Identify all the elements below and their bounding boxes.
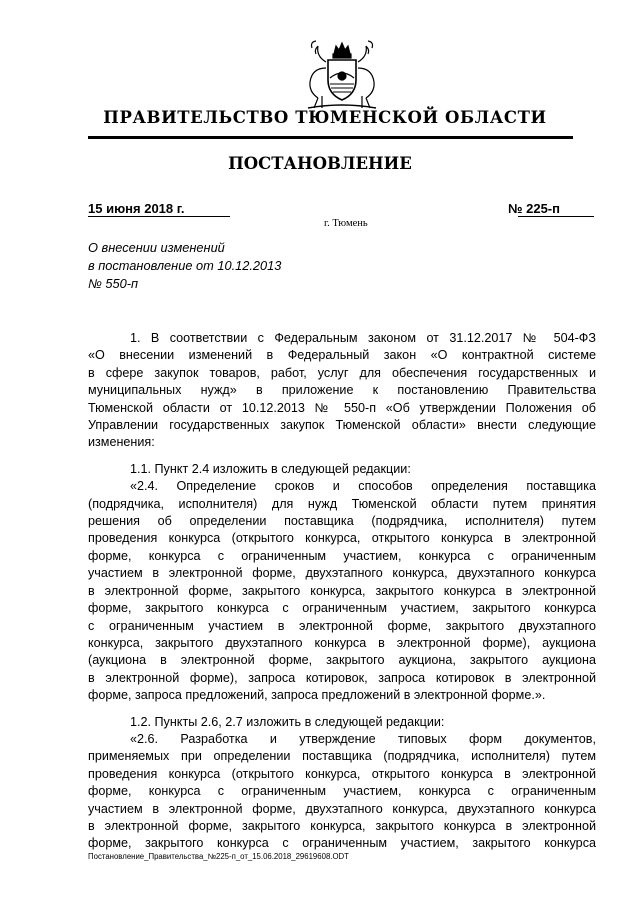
text-line: решения об определении поставщика (подрядчика, исполнителя) путем [88,514,596,529]
paragraph-2-4 [88,478,596,704]
text-line: участием в электронной форме, двухэтапного конкурса, двухэтапного конкурса [88,566,596,581]
text-line: проведения конкурса (открытого конкурса, открытого конкурса в электронной [88,766,596,781]
text-line: конкурса, закрытого двухэтапного конкурса в электронной форме), аукциона [88,635,596,650]
paragraph-1-1: 1.1. Пункт 2.4 изложить в следующей редакции: [130,461,411,476]
text-line: форме, закрытого конкурса с ограниченным участием, закрытого конкурса [88,601,596,616]
text-line: (подрядчика, исполнителя) для нужд Тюменской области путем принятия [88,496,596,511]
subject-line: № 550-п [88,276,139,291]
date-underline [88,216,230,217]
text-line: Управлении государственных закупок Тюменской области» внести следующие [88,418,596,433]
text-line: с ограниченным участием в электронной форме, закрытого двухэтапного [88,618,596,633]
document-body [88,330,596,853]
text-line: «2.6. Разработка и утверждение типовых форм документов, [130,731,596,746]
text-line: применяемых при определении поставщика (подрядчика, исполнителя) путем [88,749,596,764]
text-line: форме, закрытого конкурса с ограниченным участием, закрытого конкурса [88,836,596,851]
subject-line: О внесении изменений [88,240,225,255]
subject-line: в постановление от 10.12.2013 [88,258,282,273]
text-line: муниципальных нужд» в приложение к постановлению Правительства [88,383,596,398]
footer-filename: Постановление_Правительства_№225-п_от_15.06.2018_29619608.ODT [88,852,349,861]
text-line: в сфере закупок товаров, работ, услуг для обеспечения государственных и [88,365,596,380]
text-line: в электронной форме, закрытого конкурса, закрытого конкурса в электронной [88,818,596,833]
text-line: форме, конкурса с ограниченным участием, конкурса с ограниченным [88,548,596,563]
document-subject [88,239,348,293]
text-line: в электронной форме), запроса котировок, запроса котировок в электронной [88,670,596,685]
document-number: № 225-п [508,201,560,216]
text-line: участием в электронной форме, двухэтапного конкурса, двухэтапного конкурса [88,801,596,816]
coat-of-arms-icon [294,38,390,116]
government-title: ПРАВИТЕЛЬСТВО ТЮМЕНСКОЙ ОБЛАСТИ [103,108,547,127]
document-date: 15 июня 2018 г. [88,201,185,216]
text-line: «2.4. Определение сроков и способов определения поставщика [130,479,596,494]
text-line: Тюменской области от 10.12.2013 № 550-п «Об утверждении Положения об [88,400,596,415]
text-line: проведения конкурса (открытого конкурса, открытого конкурса в электронной [88,531,596,546]
text-line: форме, запроса предложений, запроса предложений в электронной форме.». [88,688,546,703]
paragraph-1 [88,330,596,452]
title-divider [88,136,573,139]
number-underline [518,216,594,217]
document-city: г. Тюмень [324,218,368,229]
text-line: в электронной форме, закрытого конкурса, закрытого конкурса в электронной [88,583,596,598]
paragraph-1-2: 1.2. Пункты 2.6, 2.7 изложить в следующей редакции: [130,714,445,729]
paragraph-2-6 [88,731,596,853]
text-line: изменения: [88,435,155,450]
text-line: (аукциона в электронной форме, закрытого аукциона, закрытого аукциона [88,653,596,668]
document-type: ПОСТАНОВЛЕНИЕ [228,154,412,173]
text-line: форме, конкурса с ограниченным участием, конкурса с ограниченным [88,784,596,799]
text-line: «О внесении изменений в Федеральный закон «О контрактной системе [88,348,596,363]
text-line: 1. В соответствии с Федеральным законом от 31.12.2017 № 504-ФЗ [130,331,596,345]
